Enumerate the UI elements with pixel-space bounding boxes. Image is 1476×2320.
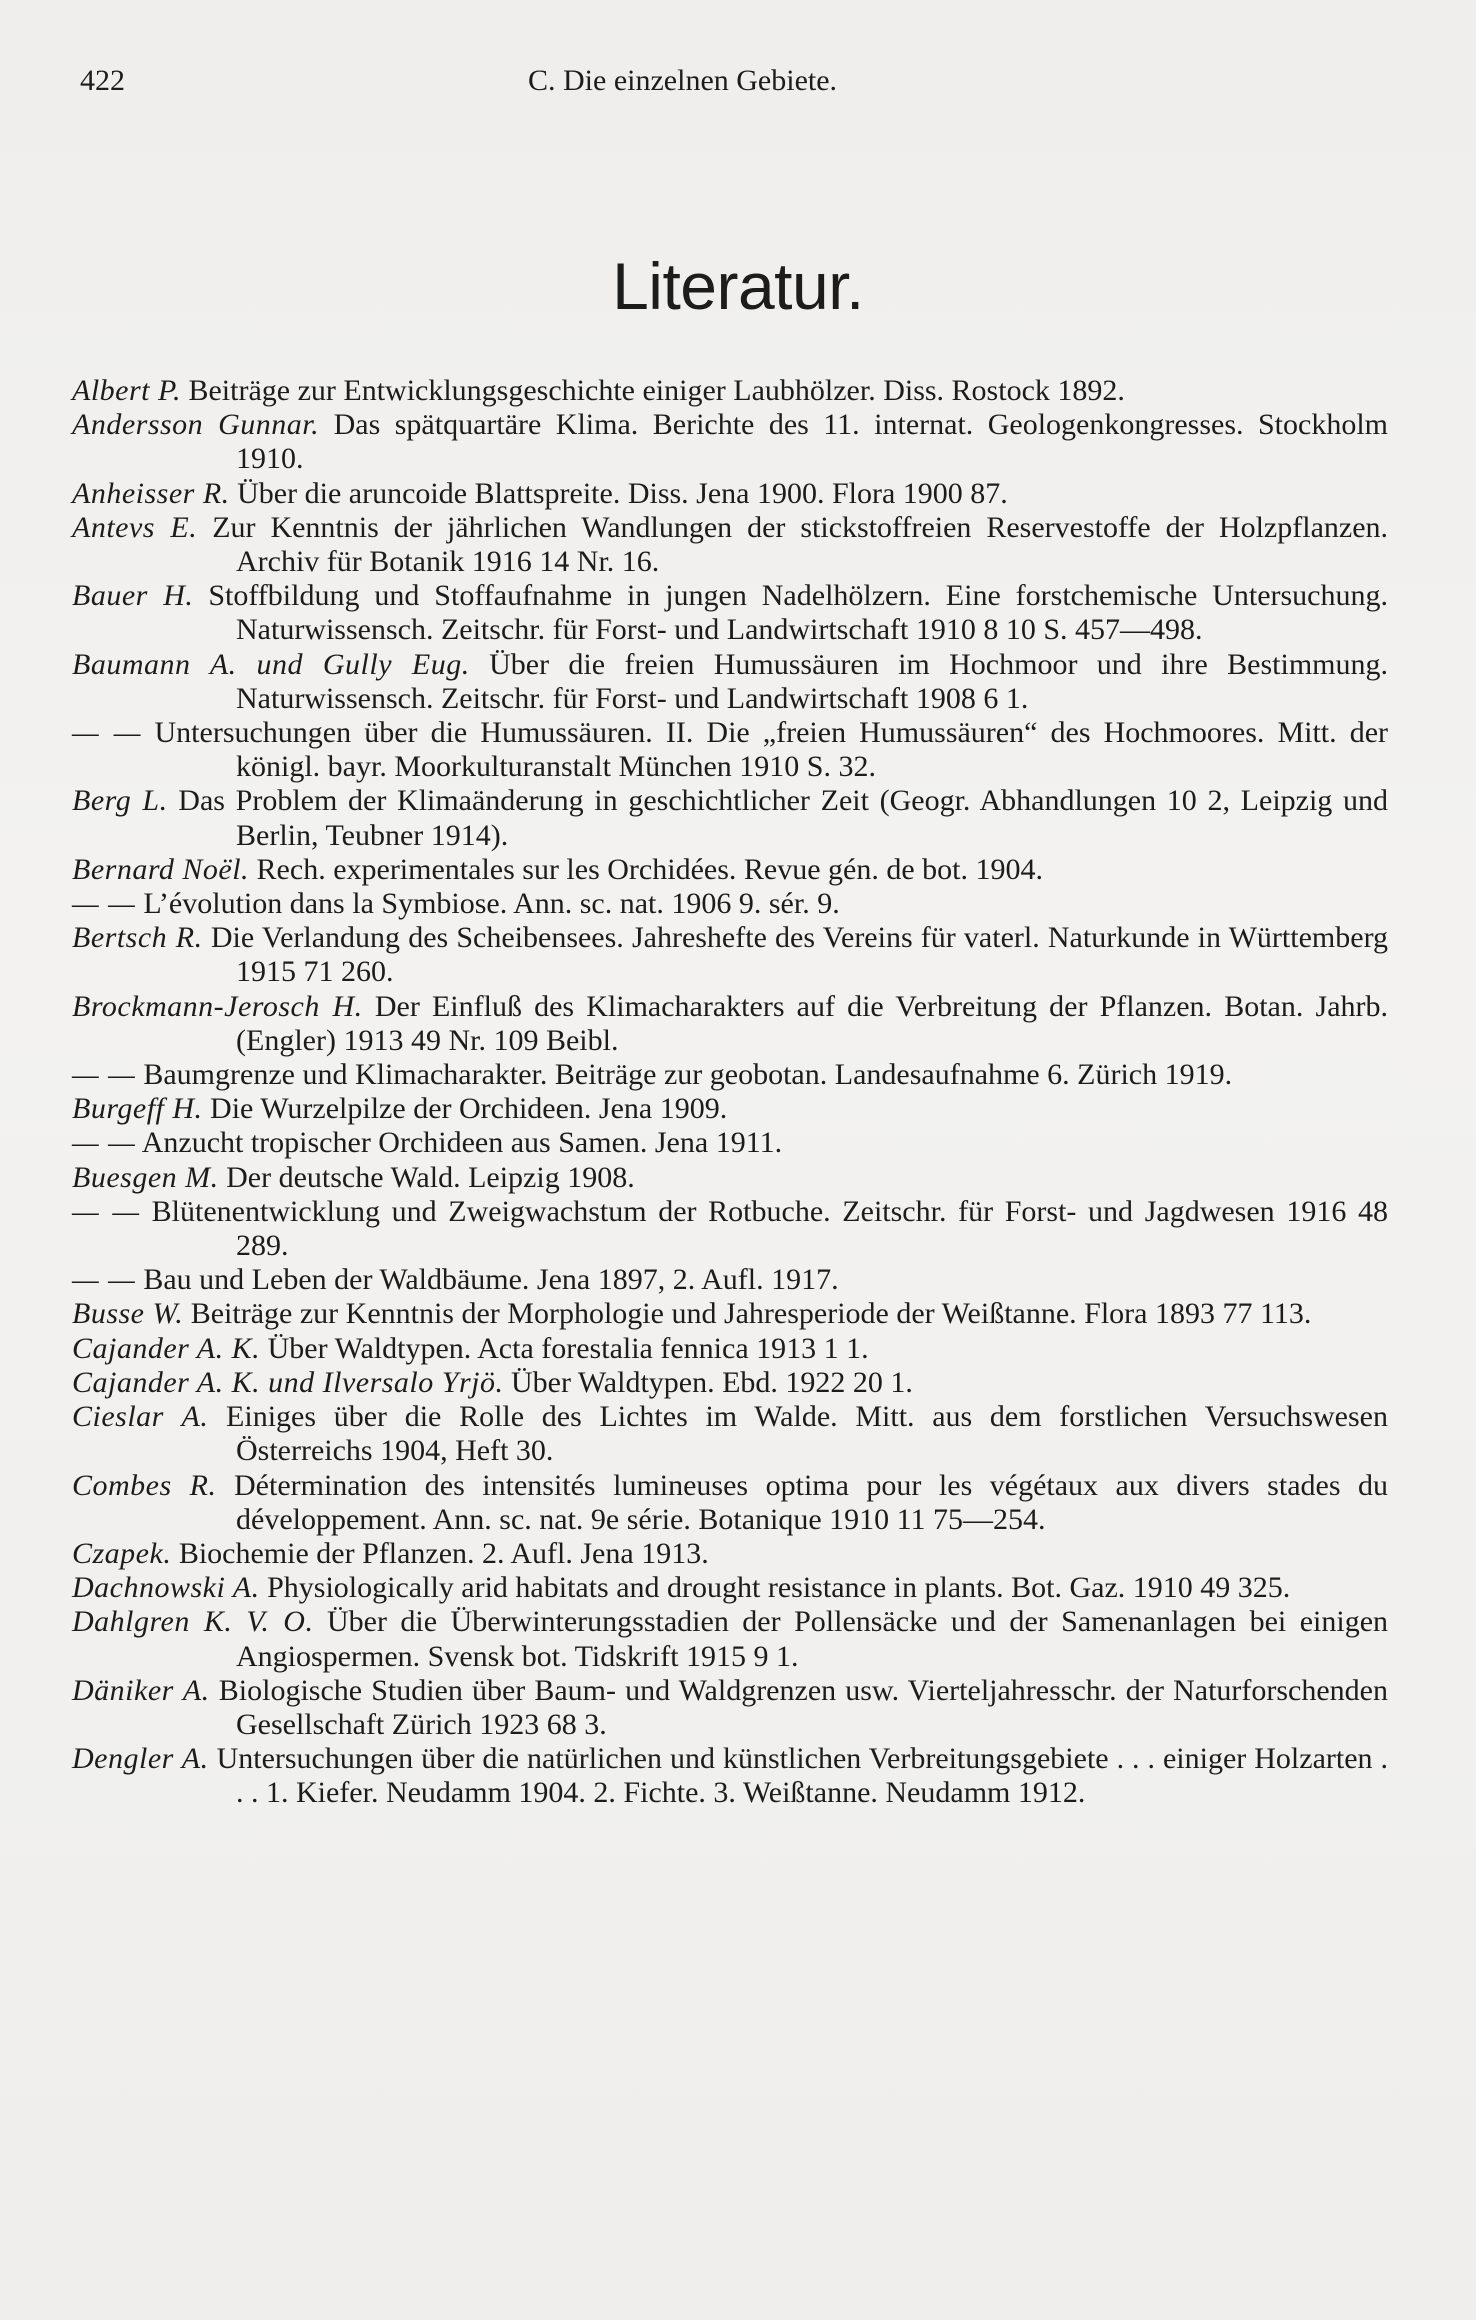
entry-author: Buesgen M. xyxy=(72,1160,219,1194)
running-head: C. Die einzelnen Gebiete. xyxy=(528,64,838,97)
bibliography-entry xyxy=(72,579,1388,647)
bibliography-entry xyxy=(72,1058,1388,1092)
bibliography-entry xyxy=(72,1332,1388,1366)
bibliography-entry xyxy=(72,716,1388,784)
entry-author: Cajander A. K. und Ilversalo Yrjö. xyxy=(72,1365,504,1399)
entry-author: — — xyxy=(72,887,136,921)
entry-author: Czapek. xyxy=(72,1536,172,1570)
bibliography-entry xyxy=(72,1605,1388,1673)
bibliography-entry xyxy=(72,1126,1388,1160)
bibliography-entry xyxy=(72,1400,1388,1468)
entry-reference: Beiträge zur Kenntnis der Morphologie und Jahresperiode der Weißtanne. Flora 1893 77 113. xyxy=(190,1297,1312,1331)
entry-reference: Der deutsche Wald. Leipzig 1908. xyxy=(226,1160,635,1194)
entry-author: Andersson Gunnar. xyxy=(72,408,320,442)
entry-author: Berg L. xyxy=(72,784,168,818)
bibliography-entry xyxy=(72,1742,1388,1810)
bibliography-entry xyxy=(72,784,1388,852)
entry-reference: Rech. experimentales sur les Orchidées. Revue gén. de bot. 1904. xyxy=(256,852,1043,886)
entry-author: Busse W. xyxy=(72,1297,184,1331)
bibliography-entry xyxy=(72,511,1388,579)
bibliography-entry xyxy=(72,921,1388,989)
entry-author: Antevs E. xyxy=(72,510,198,544)
entry-author: Cieslar A. xyxy=(72,1400,209,1434)
entry-reference: Physiologically arid habitats and drought resistance in plants. Bot. Gaz. 1910 49 325. xyxy=(267,1571,1291,1605)
bibliography-entry xyxy=(72,1674,1388,1742)
entry-reference: Das Problem der Klimaänderung in geschichtlicher Zeit (Geogr. Abhandlungen 10 2, Leipzig und Berlin, Teubner 1914). xyxy=(178,784,1389,852)
bibliography-entry xyxy=(72,1263,1388,1297)
entry-reference: Biologische Studien über Baum- und Waldgrenzen usw. Vierteljahresschr. der Naturforschenden Gesellschaft Zürich 1923 68 3. xyxy=(218,1673,1388,1741)
entry-author: — — xyxy=(72,1194,141,1228)
entry-reference: Über die Überwinterungsstadien der Pollensäcke und der Samenanlagen bei einigen Angiospermen. Svensk bot. Tidskrift 1915 9 1. xyxy=(236,1605,1389,1673)
entry-reference: Anzucht tropischer Orchideen aus Samen. Jena 1911. xyxy=(141,1126,783,1160)
bibliography-entry xyxy=(72,648,1388,716)
entry-author: Cajander A. K. xyxy=(72,1331,261,1365)
entry-author: — — xyxy=(72,1058,136,1092)
entry-author: Dachnowski A. xyxy=(72,1571,260,1605)
entry-reference: Bau und Leben der Waldbäume. Jena 1897, 2. Aufl. 1917. xyxy=(143,1263,839,1297)
entry-reference: Baumgrenze und Klimacharakter. Beiträge zur geobotan. Landesaufnahme 6. Zürich 1919. xyxy=(143,1058,1233,1092)
bibliography-entry xyxy=(72,887,1388,921)
bibliography-entry xyxy=(72,477,1388,511)
bibliography-entry xyxy=(72,990,1388,1058)
entry-author: Baumann A. und Gully Eug. xyxy=(72,647,470,681)
bibliography-entry xyxy=(72,374,1388,408)
entry-reference: Biochemie der Pflanzen. 2. Aufl. Jena 1913. xyxy=(178,1536,709,1570)
entry-reference: Stoffbildung und Stoffaufnahme in jungen Nadelhölzern. Eine forstchemische Untersuchung. Naturwissensch. Zeitschr. für Forst- und Landwirtschaft 1910 8 10 S. 457—498. xyxy=(208,579,1388,647)
entry-reference: Untersuchungen über die Humussäuren. II. Die „freien Humussäuren“ des Hochmoores. Mitt. der königl. bayr. Moorkulturanstalt München 1910 S. 32. xyxy=(154,716,1389,784)
section-title: Literatur. xyxy=(612,249,864,323)
entry-author: Bauer H. xyxy=(72,579,194,613)
entry-reference: L’évolution dans la Symbiose. Ann. sc. nat. 1906 9. sér. 9. xyxy=(143,887,840,921)
entry-reference: Untersuchungen über die natürlichen und künstlichen Verbreitungsgebiete . . . einiger Holzarten . . . 1. Kiefer. Neudamm 1904. 2. Fichte. 3. Weißtanne. Neudamm 1912. xyxy=(216,1742,1389,1810)
entry-author: Combes R. xyxy=(72,1468,217,1502)
entry-reference: Das spätquartäre Klima. Berichte des 11. internat. Geologenkongresses. Stockholm 1910. xyxy=(236,408,1388,476)
entry-reference: Einiges über die Rolle des Lichtes im Walde. Mitt. aus dem forstlichen Versuchswesen Österreichs 1904, Heft 30. xyxy=(226,1400,1388,1468)
entry-reference: Über die freien Humussäuren im Hochmoor und ihre Bestimmung. Naturwissensch. Zeitschr. für Forst- und Landwirtschaft 1908 6 1. xyxy=(236,647,1389,715)
entry-reference: Die Wurzelpilze der Orchideen. Jena 1909. xyxy=(210,1092,728,1126)
bibliography-entry xyxy=(72,1195,1388,1263)
bibliography-entry xyxy=(72,408,1388,476)
entry-reference: Über Waldtypen. Acta forestalia fennica 1913 1 1. xyxy=(267,1331,869,1365)
bibliography-entry xyxy=(72,1297,1388,1331)
entry-author: Anheisser R. xyxy=(72,476,230,510)
entry-reference: Beiträge zur Entwicklungsgeschichte einiger Laubhölzer. Diss. Rostock 1892. xyxy=(188,374,1125,407)
bibliography-entry xyxy=(72,1366,1388,1400)
entry-author: Brockmann-Jerosch H. xyxy=(72,989,363,1023)
entry-author: Albert P. xyxy=(72,374,181,407)
entry-reference: Über Waldtypen. Ebd. 1922 20 1. xyxy=(510,1365,913,1399)
entry-reference: Zur Kenntnis der jährlichen Wandlungen der stickstoffreien Reservestoffe der Holzpflanzen. Archiv für Botanik 1916 14 Nr. 16. xyxy=(212,510,1389,579)
entry-reference: Die Verlandung des Scheibensees. Jahreshefte des Vereins für vaterl. Naturkunde in Württemberg 1915 71 260. xyxy=(210,921,1389,989)
entry-author: Dahlgren K. V. O. xyxy=(72,1605,314,1639)
entry-author: Burgeff H. xyxy=(72,1092,203,1126)
entry-reference: Der Einfluß des Klimacharakters auf die Verbreitung der Pflanzen. Botan. Jahrb. (Engler) 1913 49 Nr. 109 Beibl. xyxy=(236,989,1389,1057)
page-number: 422 xyxy=(80,64,125,97)
entry-reference: Blütenentwicklung und Zweigwachstum der Rotbuche. Zeitschr. für Forst- und Jagdwesen 1916 48 289. xyxy=(151,1194,1388,1263)
entry-author: Däniker A. xyxy=(72,1673,210,1707)
entry-author: Bertsch R. xyxy=(72,921,203,955)
bibliography-entry xyxy=(72,1537,1388,1571)
bibliography-entry xyxy=(72,1571,1388,1605)
bibliography-entry xyxy=(72,1161,1388,1195)
bibliography-entry xyxy=(72,853,1388,887)
entry-reference: Über die aruncoide Blattspreite. Diss. Jena 1900. Flora 1900 87. xyxy=(237,476,1008,510)
entry-author: Dengler A. xyxy=(72,1742,209,1776)
bibliography-entry xyxy=(72,1092,1388,1126)
page-header xyxy=(80,64,1400,104)
entry-author: — — xyxy=(72,1263,136,1297)
entry-author: — — xyxy=(72,1126,136,1160)
entry-author: — — xyxy=(72,716,142,750)
bibliography-list xyxy=(72,374,1388,1811)
bibliography-entry xyxy=(72,1469,1388,1537)
entry-author: Bernard Noël. xyxy=(72,852,250,886)
entry-reference: Détermination des intensités lumineuses optima pour les végétaux aux divers stades du développement. Ann. sc. nat. 9e série. Botanique 1910 11 75—254. xyxy=(234,1468,1389,1536)
